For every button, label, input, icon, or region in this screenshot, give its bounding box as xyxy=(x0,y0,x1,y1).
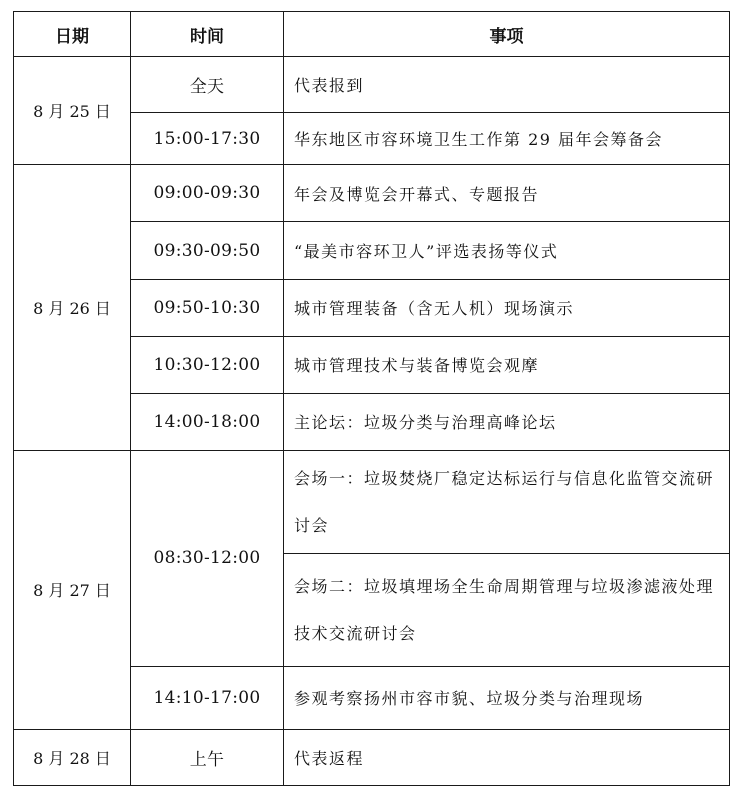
item-cell: 年会及博览会开幕式、专题报告 xyxy=(284,165,730,222)
time-cell: 09:00-09:30 xyxy=(131,165,284,222)
table-row xyxy=(14,165,730,222)
time-cell: 10:30-12:00 xyxy=(131,336,284,393)
table-row xyxy=(14,57,730,113)
item-cell: 代表返程 xyxy=(284,729,730,785)
item-cell: 城市管理技术与装备博览会观摩 xyxy=(284,336,730,393)
item-cell: 代表报到 xyxy=(284,57,730,113)
header-item: 事项 xyxy=(284,12,730,57)
header-date: 日期 xyxy=(14,12,131,57)
date-cell: 8 月 26 日 xyxy=(14,165,131,451)
item-cell: “最美市容环卫人”评选表扬等仪式 xyxy=(284,222,730,279)
table-row xyxy=(14,451,730,554)
table-row xyxy=(14,729,730,785)
item-cell: 华东地区市容环境卫生工作第 29 届年会筹备会 xyxy=(284,113,730,165)
time-cell: 14:10-17:00 xyxy=(131,666,284,729)
item-cell: 会场一：垃圾焚烧厂稳定达标运行与信息化监管交流研讨会 xyxy=(284,451,730,554)
date-cell: 8 月 25 日 xyxy=(14,57,131,165)
time-cell: 15:00-17:30 xyxy=(131,113,284,165)
item-cell: 城市管理装备（含无人机）现场演示 xyxy=(284,279,730,336)
time-cell: 09:50-10:30 xyxy=(131,279,284,336)
header-time: 时间 xyxy=(131,12,284,57)
time-cell: 14:00-18:00 xyxy=(131,393,284,450)
header-row xyxy=(14,12,730,57)
date-cell: 8 月 28 日 xyxy=(14,729,131,785)
date-cell: 8 月 27 日 xyxy=(14,451,131,730)
item-cell: 参观考察扬州市容市貌、垃圾分类与治理现场 xyxy=(284,666,730,729)
item-cell: 会场二：垃圾填埋场全生命周期管理与垃圾渗滤液处理技术交流研讨会 xyxy=(284,554,730,666)
time-cell: 09:30-09:50 xyxy=(131,222,284,279)
time-cell: 全天 xyxy=(131,57,284,113)
time-cell: 上午 xyxy=(131,729,284,785)
time-cell: 08:30-12:00 xyxy=(131,451,284,667)
schedule-table xyxy=(13,11,730,786)
item-cell: 主论坛：垃圾分类与治理高峰论坛 xyxy=(284,393,730,450)
